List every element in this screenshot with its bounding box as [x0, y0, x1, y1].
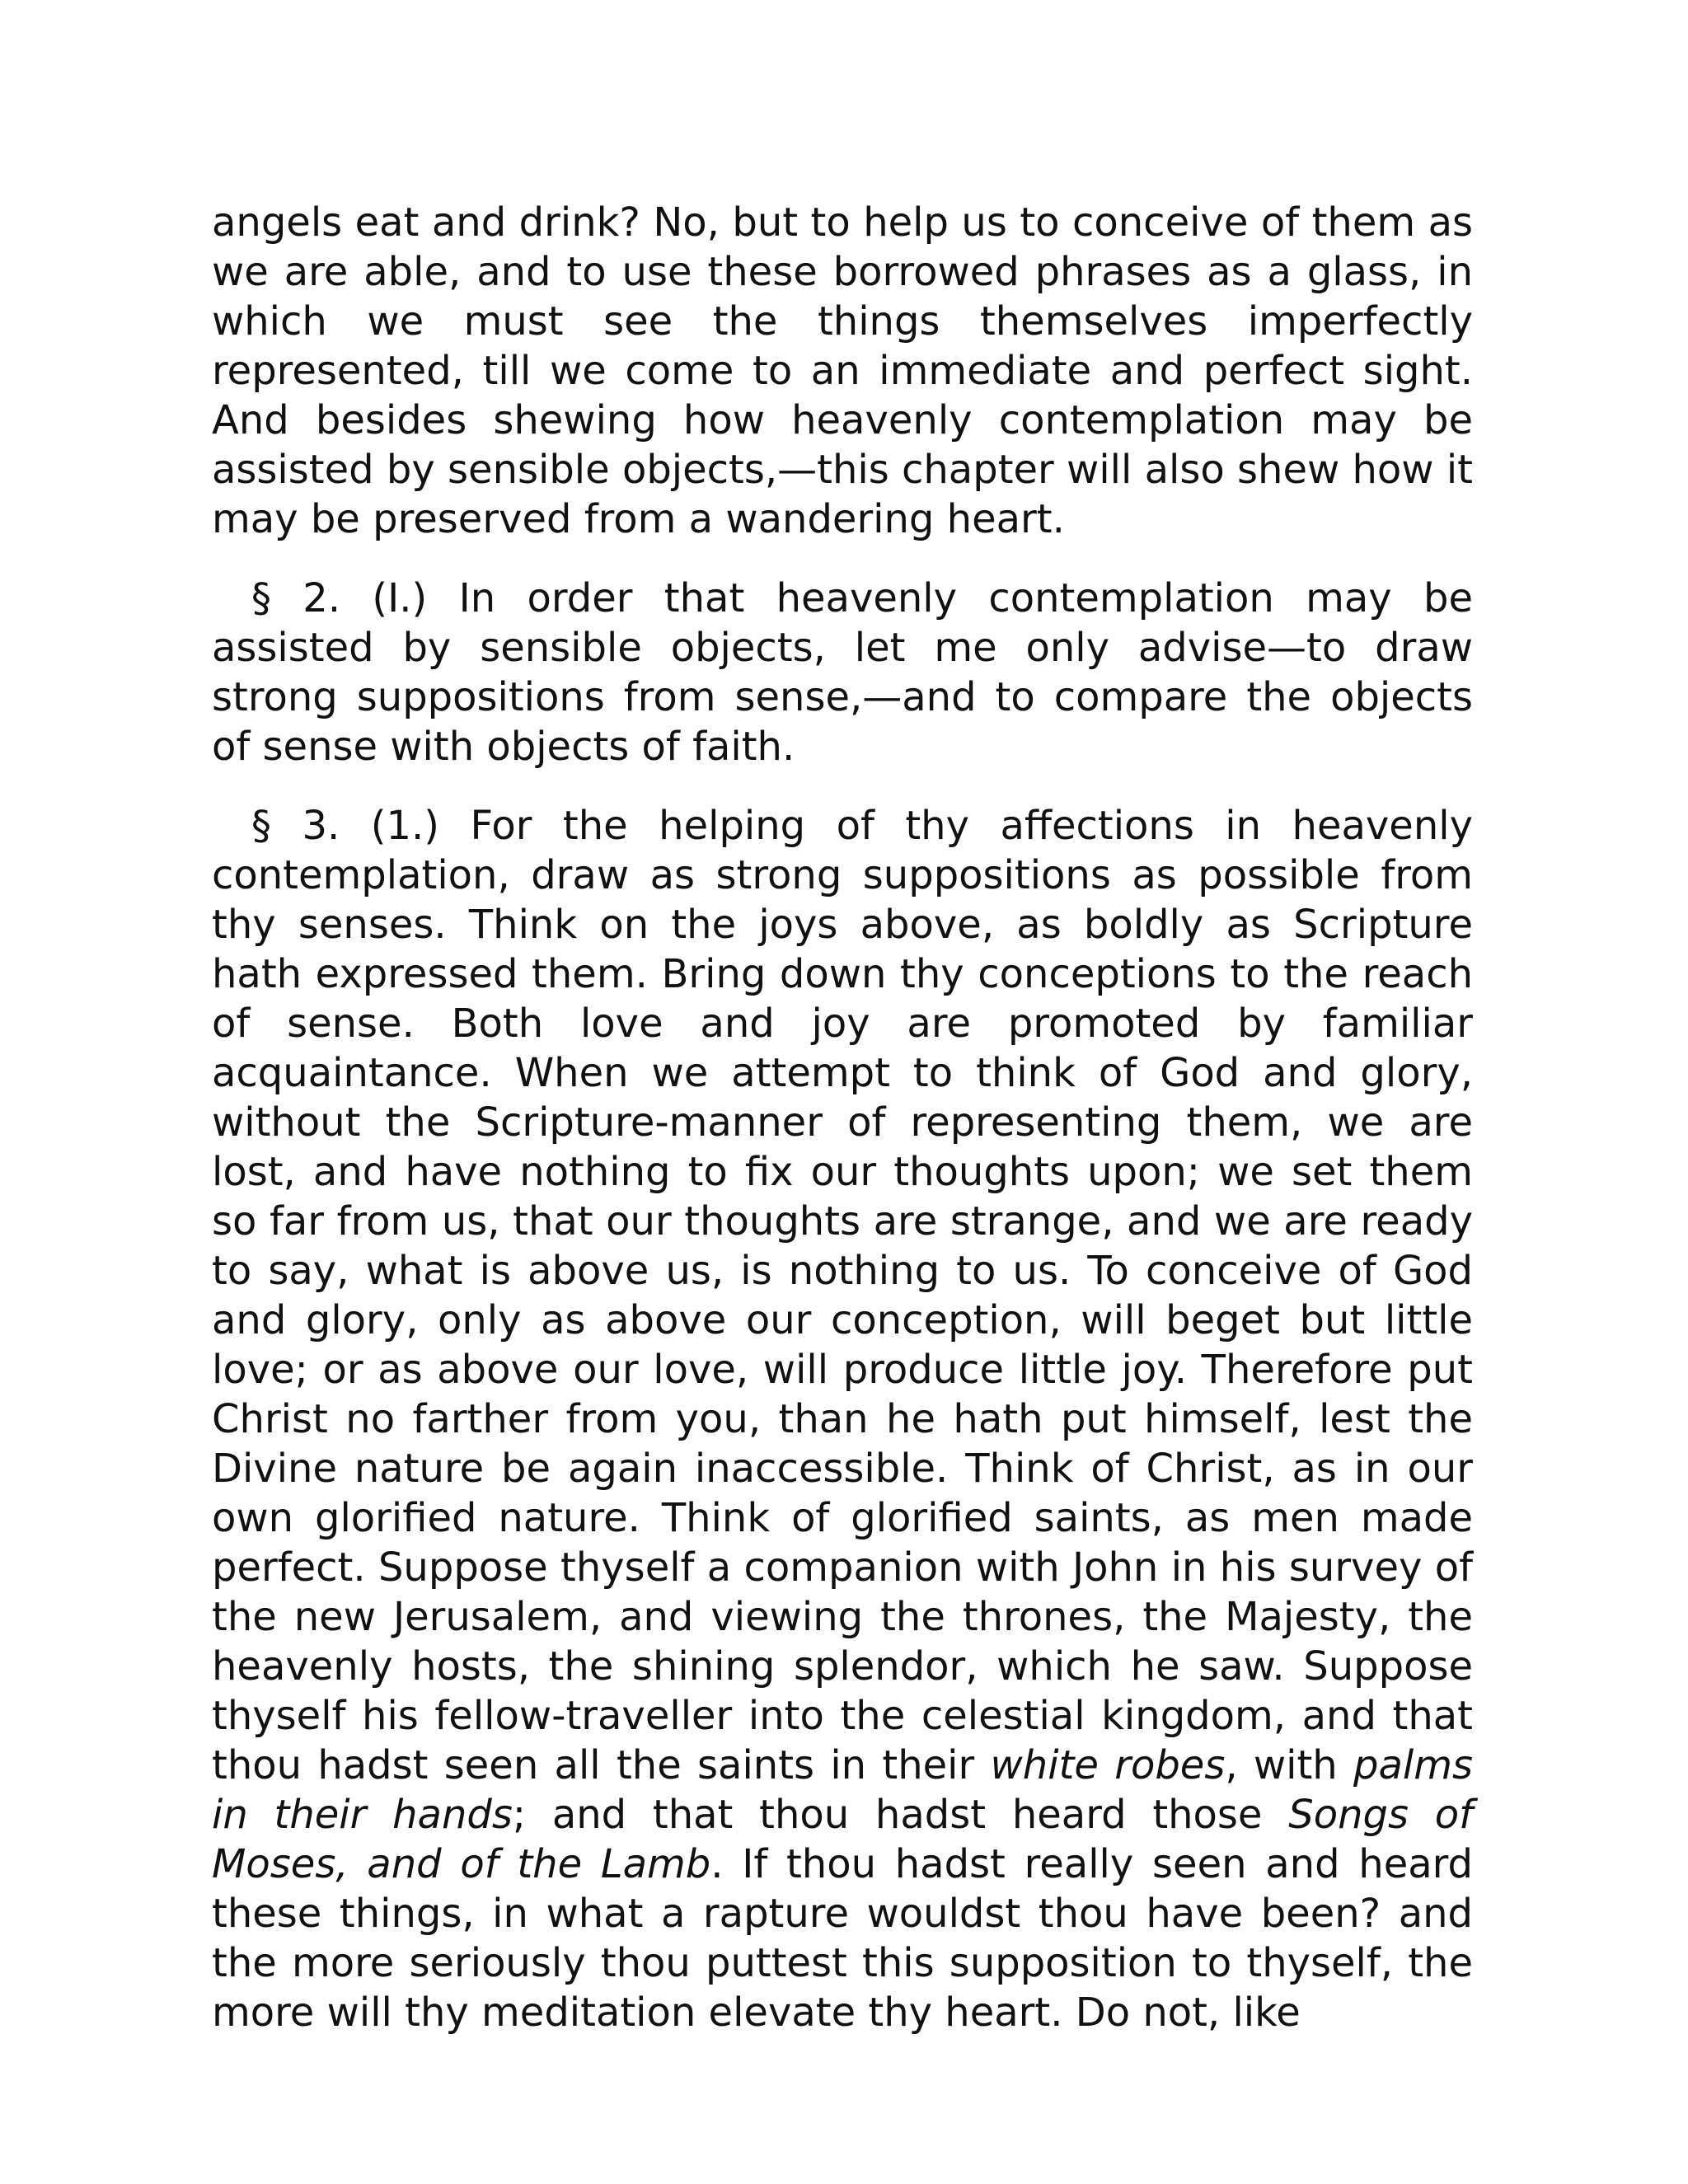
paragraph: angels eat and drink? No, but to help us to conceive of them as we are able, and to use these borrowed phrases as a glass, in which we must see the things themselves imperfectly represented, till we come to an immediate and perfect sight. And besides shewing how heavenly contemplation may be assisted by sensible objects,—this chapter will also shew how it may be preserved from a wandering heart. — [212, 199, 1473, 542]
italic-phrase: Songs of Moses, and of the Lamb — [212, 1792, 1473, 1887]
text-run: § 3. (1.) For the helping of thy affections in heavenly contemplation, draw as strong suppositions as possible from thy senses. Think on the joys above, as boldly as Scripture hath expressed them. Bring down thy conceptions to the reach of sense. Both love and joy are promoted by familiar acquaintance. When we attempt to think of God and glory, without the Scripture-manner of representing them, we are lost, and have nothing to fix our thoughts upon; we set them so far from us, that our thoughts are strange, and we are ready to say, what is above us, is nothing to us. To conceive of God and glory, only as above our conception, will beget but little love; or as above our love, will produce little joy. Therefore put Christ no farther from you, than he hath put himself, lest the Divine nature be again inaccessible. Think of Christ, as in our own glorified nature. Think of glorified saints, as men made perfect. Suppose thyself a companion with John in his survey of the new Jerusalem, and viewing the thrones, the Majesty, the heavenly hosts, the shining splendor, which he saw. Suppose thyself his fellow-traveller into the celestial kingdom, and that thou hadst seen all the saints in their — [212, 803, 1473, 1788]
paragraph-section-3 — [212, 801, 1473, 2037]
text-run: . If thou hadst really seen and heard these things, in what a rapture wouldst thou have been? and the more seriously thou puttest this supposition to thyself, the more will thy meditation elevate thy heart. Do not, like — [212, 1841, 1473, 2036]
text-run: , with — [1225, 1742, 1354, 1788]
italic-phrase: white robes — [990, 1742, 1226, 1788]
page-body — [212, 198, 1473, 2067]
italic-phrase: palms in their hands — [212, 1742, 1474, 1838]
paragraph-section-2: § 2. (I.) In order that heavenly contemplation may be assisted by sensible objects, let me only advise—to draw strong suppositions from sense,—and to compare the objects of sense with objects of faith. — [212, 575, 1473, 770]
text-run: ; and that thou hadst heard those — [512, 1792, 1289, 1838]
